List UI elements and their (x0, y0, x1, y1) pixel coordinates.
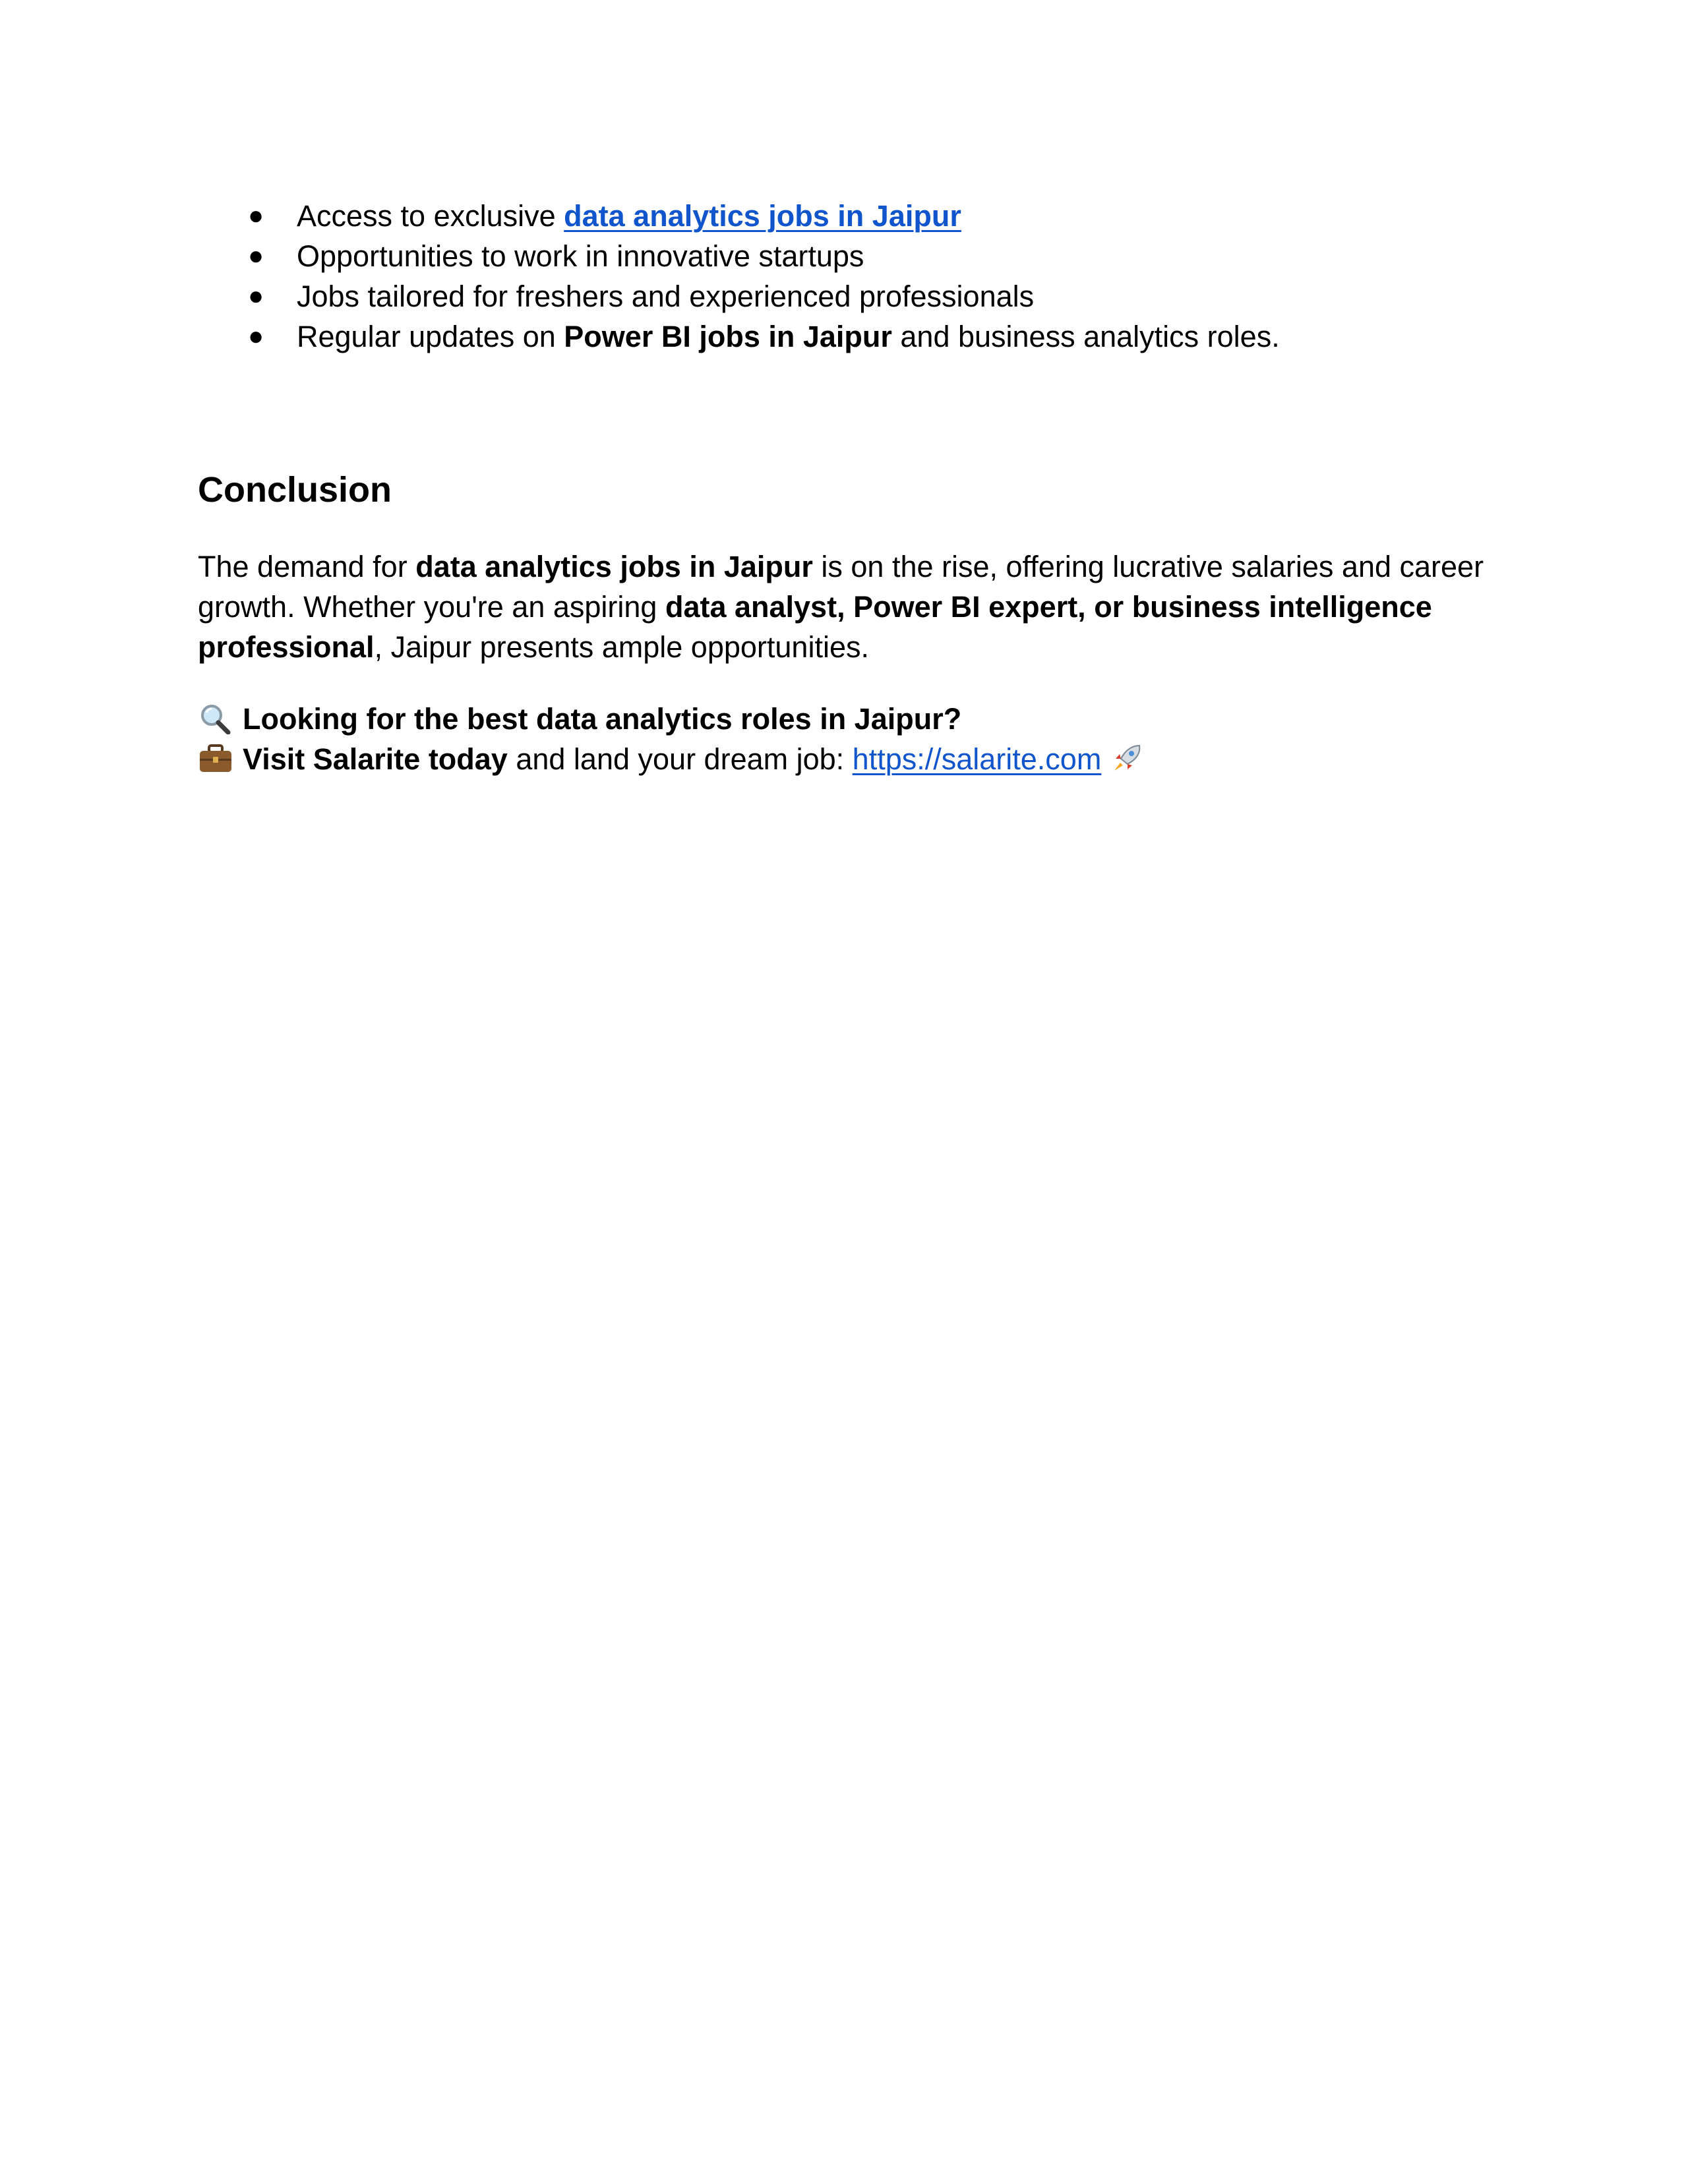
list-item-text (297, 316, 1280, 357)
salarite-link[interactable]: https://salarite.com (852, 742, 1102, 776)
briefcase-icon (198, 743, 233, 775)
magnifier-icon (198, 703, 233, 734)
conclusion-heading: Conclusion (198, 470, 392, 510)
call-to-action (198, 699, 1517, 779)
list-item (198, 196, 1517, 236)
benefits-list (198, 196, 1517, 357)
paragraph-bold: data analytics jobs in Jaipur (415, 550, 813, 583)
list-item-text (297, 196, 961, 236)
paragraph-bold: data analyst, Power BI expert, or business intelligence professional (198, 590, 1432, 664)
conclusion-paragraph (198, 546, 1490, 667)
rocket-icon (1109, 743, 1145, 775)
paragraph-text: , Jaipur presents ample opportunities. (374, 630, 869, 664)
data-analytics-jobs-link[interactable]: data analytics jobs in Jaipur (564, 199, 961, 233)
paragraph-text: is on the rise, offering lucrative salaries and career growth. Whether you're an aspiring (198, 550, 1484, 624)
cta-headline: Looking for the best data analytics roles in Jaipur? (243, 702, 962, 736)
bullet-icon: ● (248, 281, 264, 310)
list-item (198, 316, 1517, 357)
cta-line-2 (198, 739, 1517, 779)
bullet-icon: ● (248, 322, 264, 351)
list-item-prefix: Access to exclusive (297, 199, 564, 233)
paragraph-text: The demand for (198, 550, 416, 583)
list-item-bold: Power BI jobs in Jaipur (564, 320, 892, 353)
list-item (198, 236, 1517, 276)
bullet-icon: ● (248, 241, 264, 270)
bullet-icon: ● (248, 201, 264, 230)
cta-line-1 (198, 699, 1517, 739)
list-item-prefix: Regular updates on (297, 320, 564, 353)
cta-bold: Visit Salarite today (243, 742, 508, 776)
cta-text: and land your dream job: (507, 742, 853, 776)
list-item-text: Opportunities to work in innovative startups (297, 239, 864, 273)
list-item (198, 276, 1517, 316)
list-item-suffix: and business analytics roles. (891, 320, 1280, 353)
list-item-text: Jobs tailored for freshers and experienced professionals (297, 280, 1035, 313)
